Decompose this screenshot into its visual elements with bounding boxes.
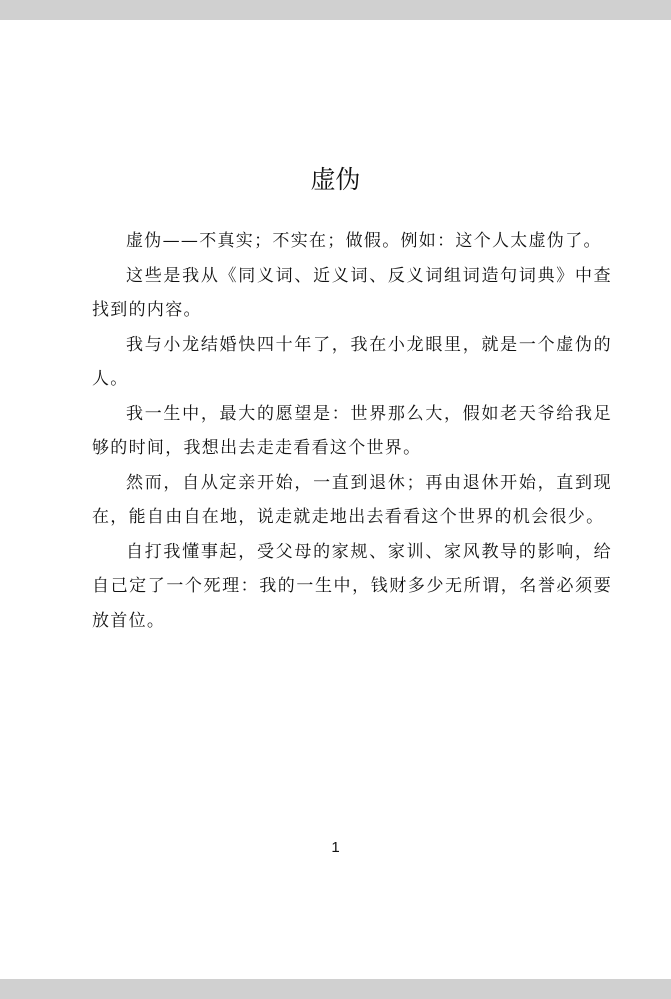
top-scroll-gutter <box>0 0 671 20</box>
paragraph: 这些是我从《同义词、近义词、反义词组词造句词典》中查找到的内容。 <box>92 265 612 320</box>
paragraph: 自打我懂事起，受父母的家规、家训、家风教导的影响，给自己定了一个死理：我的一生中，钱财多少无所谓，名誉必须要放首位。 <box>92 541 612 631</box>
paragraph: 然而，自从定亲开始，一直到退休；再由退休开始，直到现在，能自由自在地，说走就走地出去看看这个世界的机会很少。 <box>92 472 612 527</box>
paragraph: 我一生中，最大的愿望是：世界那么大，假如老天爷给我足够的时间，我想出去走走看看这个世界。 <box>92 403 612 458</box>
page-title: 虚伪 <box>310 165 361 194</box>
paragraph: 我与小龙结婚快四十年了，我在小龙眼里，就是一个虚伪的人。 <box>92 334 612 389</box>
document-page <box>0 20 671 979</box>
paragraph: 虚伪——不真实；不实在；做假。例如：这个人太虚伪了。 <box>126 231 602 251</box>
page-number: 1 <box>331 839 340 856</box>
bottom-scroll-gutter <box>0 979 671 999</box>
document-body <box>92 224 612 638</box>
